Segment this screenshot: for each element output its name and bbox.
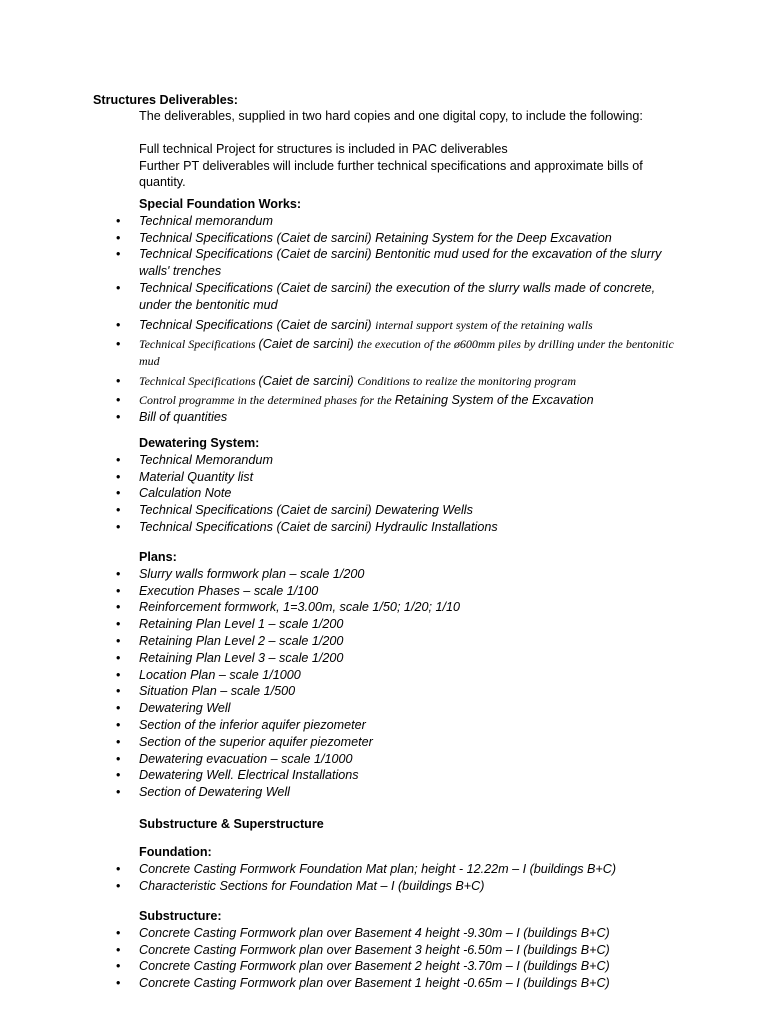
intro-text: The deliverables, supplied in two hard copies and one digital copy, to include the following: xyxy=(139,109,643,123)
list-item-part: Technical Specifications (Caiet de sarcini) xyxy=(139,317,376,332)
list-item: • Concrete Casting Formwork Foundation Mat plan; height - 12.22m – I (buildings B+C) xyxy=(139,861,699,878)
special-foundation-heading: Special Foundation Works: xyxy=(139,197,302,211)
list-item: • Concrete Casting Formwork plan over Basement 1 height -0.65m – I (buildings B+C) xyxy=(139,975,699,992)
pt-note: Further PT deliverables will include further technical specifications and approximate bills of quantity. xyxy=(139,158,643,190)
special-foundation-section xyxy=(139,196,679,425)
list-item: • Bill of quantities xyxy=(139,409,679,426)
list-item: • Concrete Casting Formwork plan over Basement 4 height -9.30m – I (buildings B+C) xyxy=(139,925,699,942)
list-item xyxy=(139,317,679,334)
foundation-section xyxy=(139,844,699,894)
list-item-part: (Caiet de sarcini) xyxy=(258,373,358,388)
list-item-part: Control programme in the determined phases for the xyxy=(139,392,395,407)
dewatering-list xyxy=(139,452,679,536)
substructure-heading: Substructure: xyxy=(139,909,222,923)
list-item xyxy=(139,373,679,390)
subsuper-heading: Substructure & Superstructure xyxy=(139,817,324,831)
list-item: • Technical memorandum xyxy=(139,213,679,230)
list-item: • Technical Specifications (Caiet de sarcini) Hydraulic Installations xyxy=(139,519,679,536)
list-item: • Material Quantity list xyxy=(139,469,679,486)
list-item: • Technical Specifications (Caiet de sarcini) the execution of the slurry walls made of concrete, under the bentonitic mud xyxy=(139,280,679,314)
list-item: • Dewatering evacuation – scale 1/1000 xyxy=(139,751,679,768)
list-item xyxy=(139,392,679,409)
list-item: • Concrete Casting Formwork plan over Basement 2 height -3.70m – I (buildings B+C) xyxy=(139,958,699,975)
list-item: • Concrete Casting Formwork plan over Basement 3 height -6.50m – I (buildings B+C) xyxy=(139,942,699,959)
list-item: • Retaining Plan Level 2 – scale 1/200 xyxy=(139,633,679,650)
list-item: • Technical Specifications (Caiet de sarcini) Dewatering Wells xyxy=(139,502,679,519)
list-item-part: Retaining System of the Excavation xyxy=(394,392,594,407)
list-item: • Section of the inferior aquifer piezometer xyxy=(139,717,679,734)
list-item: • Reinforcement formwork, 1=3.00m, scale 1/50; 1/20; 1/10 xyxy=(139,599,679,616)
list-item-part: Technical Specifications xyxy=(139,337,259,352)
list-item: • Location Plan – scale 1/1000 xyxy=(139,667,679,684)
list-item: • Calculation Note xyxy=(139,485,679,502)
foundation-heading: Foundation: xyxy=(139,845,212,859)
dewatering-section xyxy=(139,435,679,536)
substructure-section xyxy=(139,908,699,992)
list-item-part: Technical Specifications xyxy=(139,373,259,388)
list-item: • Dewatering Well xyxy=(139,700,679,717)
pac-note: Full technical Project for structures is included in PAC deliverables xyxy=(139,141,508,156)
plans-heading: Plans: xyxy=(139,550,177,564)
list-item: • Retaining Plan Level 1 – scale 1/200 xyxy=(139,616,679,633)
list-item: • Execution Phases – scale 1/100 xyxy=(139,583,679,600)
list-item: • Slurry walls formwork plan – scale 1/200 xyxy=(139,566,679,583)
document-title: Structures Deliverables: xyxy=(93,93,238,107)
list-item: • Characteristic Sections for Foundation Mat – I (buildings B+C) xyxy=(139,878,699,895)
dewatering-heading: Dewatering System: xyxy=(139,436,260,450)
list-item: • Retaining Plan Level 3 – scale 1/200 xyxy=(139,650,679,667)
list-item-part: (Caiet de sarcini) xyxy=(258,337,358,352)
plans-list xyxy=(139,566,679,801)
intro-block xyxy=(139,108,679,191)
list-item-part: internal support system of the retaining walls xyxy=(375,317,593,332)
list-item: • Dewatering Well. Electrical Installations xyxy=(139,767,679,784)
special-foundation-list xyxy=(139,213,679,426)
plans-section xyxy=(139,549,679,801)
list-item: • Situation Plan – scale 1/500 xyxy=(139,683,679,700)
list-item-part: the execution of the ø600mm piles by drilling under the bentonitic mud xyxy=(139,337,674,369)
list-item: • Technical Specifications (Caiet de sarcini) Retaining System for the Deep Excavation xyxy=(139,230,679,247)
list-item: • Technical Memorandum xyxy=(139,452,679,469)
list-item-part: Conditions to realize the monitoring program xyxy=(357,373,577,388)
foundation-list xyxy=(139,861,699,895)
list-item: • Section of Dewatering Well xyxy=(139,784,679,801)
list-item: • Technical Specifications (Caiet de sarcini) Bentonitic mud used for the excavation of the slurry walls' trenches xyxy=(139,246,679,280)
substructure-list xyxy=(139,925,699,992)
list-item: • Section of the superior aquifer piezometer xyxy=(139,734,679,751)
list-item xyxy=(139,336,679,370)
